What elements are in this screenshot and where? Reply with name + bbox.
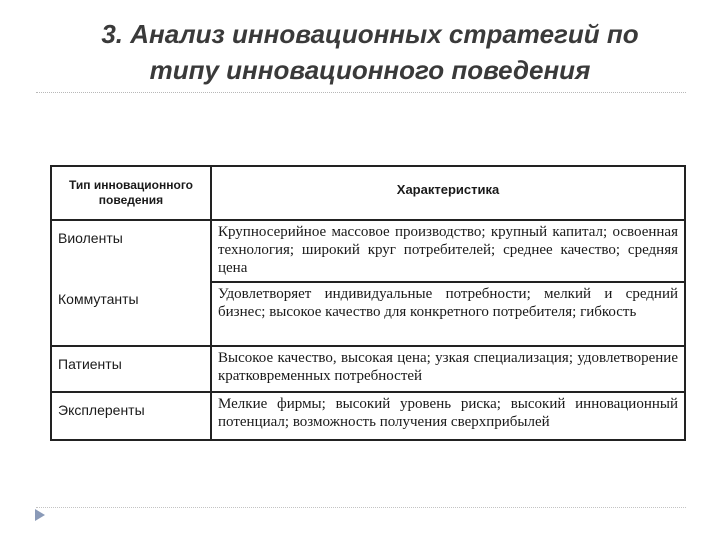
- row-description: Крупносерийное массовое производство; крупный капитал; освоенная технология; широкий круг потребителей; среднее качество; средняя цена: [211, 220, 685, 282]
- slide-title: [60, 16, 680, 88]
- table-row: [51, 346, 685, 392]
- row-description: Мелкие фирмы; высокий уровень риска; высокий инновационный потенциал; возможность получения сверхприбылей: [211, 392, 685, 440]
- header-characteristic: Характеристика: [211, 166, 685, 220]
- row-description: Высокое качество, высокая цена; узкая специализация; удовлетворение кратковременных потребностей: [211, 346, 685, 392]
- row-description: Удовлетворяет индивидуальные потребности; мелкий и средний бизнес; высокое качество для конкретного потребителя; гибкость: [211, 282, 685, 346]
- table-header-row: [51, 166, 685, 220]
- title-line-1: 3. Анализ инновационных стратегий по: [101, 19, 639, 49]
- row-type: Коммутанты: [51, 282, 211, 346]
- header-type-line-1: Тип инновационного: [68, 178, 193, 192]
- header-type: [51, 166, 211, 220]
- title-line-2: типу инновационного поведения: [149, 55, 591, 85]
- footer-divider: [36, 507, 686, 508]
- header-type-line-2: поведения: [98, 193, 164, 207]
- triangle-right-icon[interactable]: [34, 508, 46, 522]
- row-type: Виоленты: [51, 220, 211, 282]
- row-type: Эксплеренты: [51, 392, 211, 440]
- row-type: Патиенты: [51, 346, 211, 392]
- table-row: [51, 282, 685, 346]
- strategy-table: [50, 165, 686, 441]
- title-divider: [36, 92, 686, 93]
- table-row: [51, 392, 685, 440]
- table-row: [51, 220, 685, 282]
